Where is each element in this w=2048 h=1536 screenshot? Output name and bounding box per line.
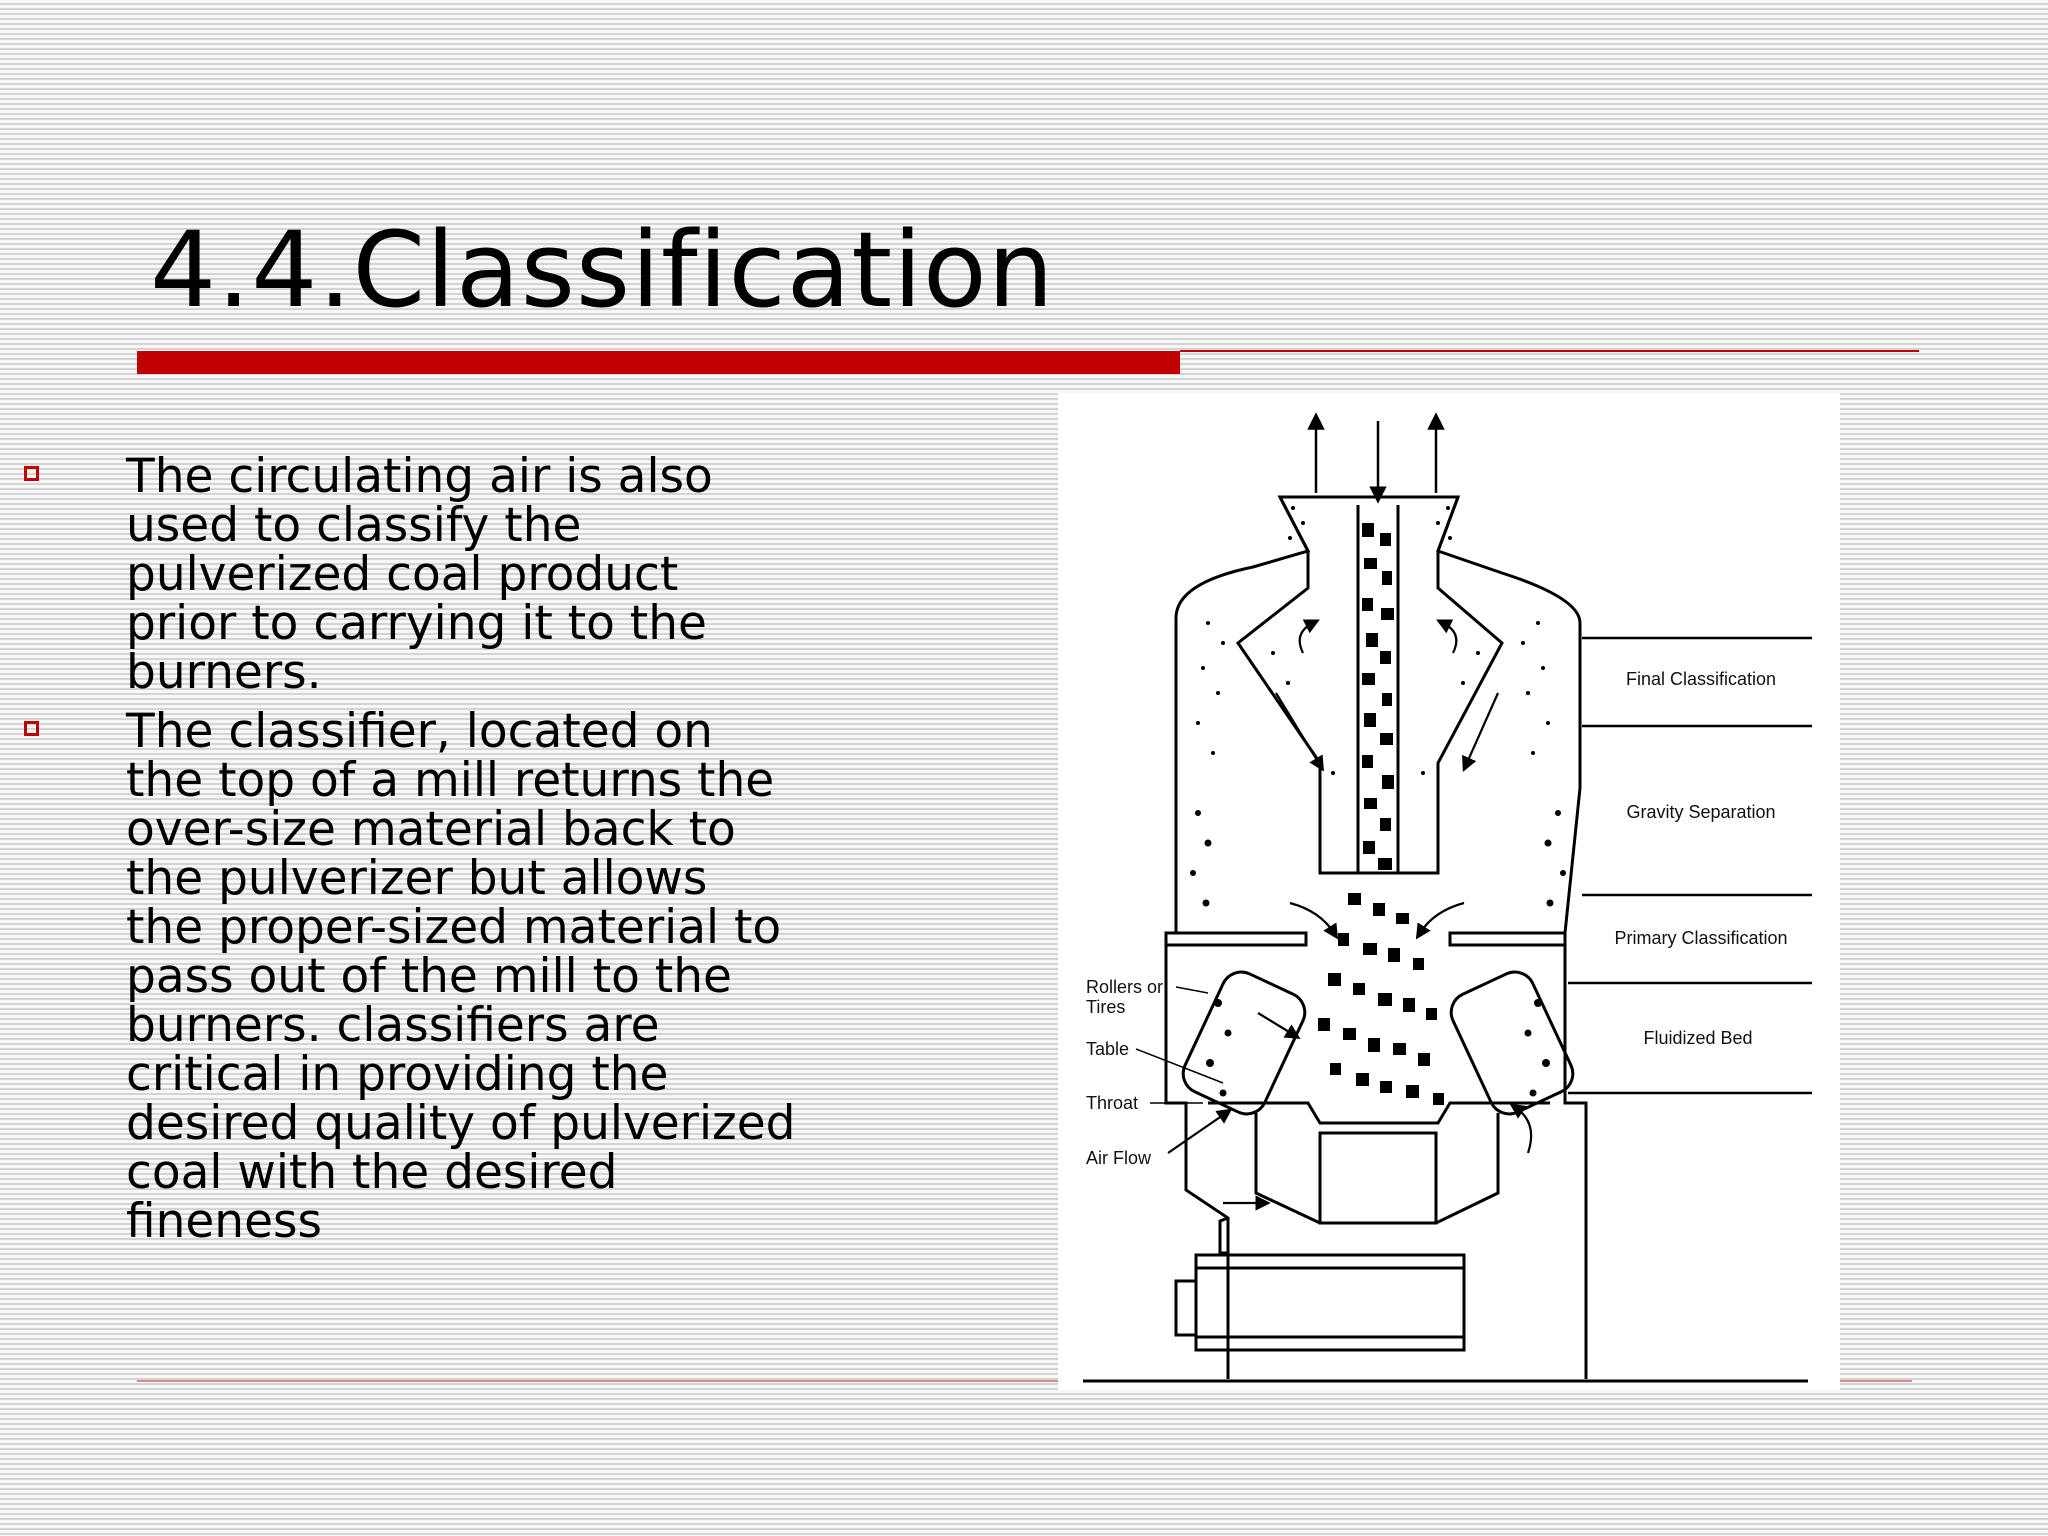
- label-final-classification: Final Classification: [1625, 669, 1777, 689]
- label-primary-classification: Primary Classification: [1614, 928, 1788, 948]
- label-tires: Tires: [1086, 997, 1126, 1017]
- pulverizer-classifier-diagram: [1058, 393, 1840, 1390]
- slide-title: 4.4.Classification: [150, 209, 1055, 331]
- bullet-text: The classifier, located on the top of a mill returns the over-size material back to the pulverizer but allows the proper-sized material to pass out of the mill to the burners. classifiers are critical in providing the desired quality of pulverized coal with the desired fineness: [126, 704, 796, 1249]
- label-throat: Throat: [1086, 1093, 1139, 1113]
- upper-bracket-left: [1166, 933, 1306, 945]
- flow-arrows: [1168, 623, 1531, 1203]
- bullet-item: [0, 449, 1040, 700]
- roller-left: [1177, 965, 1312, 1120]
- title-underline-thick: [137, 351, 1180, 374]
- coal-particles: [1190, 523, 1566, 1105]
- square-bullet-icon: [24, 466, 39, 481]
- label-rollers: Rollers or: [1086, 977, 1164, 997]
- upper-bracket-right: [1450, 933, 1565, 945]
- title-underline-thin: [1180, 350, 1919, 352]
- part-leader-lines: [1136, 987, 1223, 1103]
- table-base: [1256, 1113, 1498, 1223]
- top-arrows: [1316, 421, 1436, 495]
- label-air-flow: Air Flow: [1086, 1148, 1152, 1168]
- label-table: Table: [1086, 1039, 1130, 1059]
- square-bullet-icon: [24, 721, 39, 736]
- bullet-text: The circulating air is also used to classify the pulverized coal product prior to carrying it to the burners.: [126, 449, 713, 700]
- motor-shaft: [1176, 1281, 1196, 1335]
- bullet-item: [0, 704, 1040, 1249]
- bullet-list: [0, 449, 1040, 1256]
- zone-divider-lines: [1568, 638, 1812, 1093]
- mill-outline-right: [1176, 497, 1586, 1379]
- roller-right: [1445, 965, 1580, 1120]
- gearbox-housing: [1320, 1133, 1436, 1223]
- label-gravity-separation: Gravity Separation: [1626, 802, 1776, 822]
- label-fluidized-bed: Fluidized Bed: [1643, 1028, 1753, 1048]
- diagram-svg: [1058, 393, 1840, 1390]
